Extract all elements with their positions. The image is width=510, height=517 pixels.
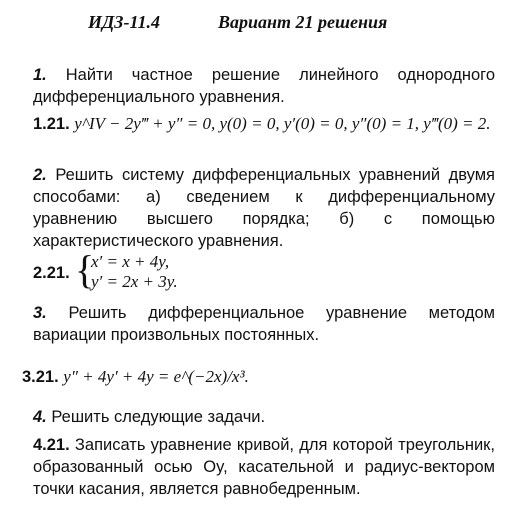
system-equation-2: y′ = 2x + 3y.: [91, 272, 178, 291]
problem-1-21-label: 1.21.: [33, 115, 70, 133]
problem-3-21: [22, 366, 484, 388]
task-2-number: 2.: [33, 166, 47, 184]
problem-4-21-label: 4.21.: [33, 436, 70, 454]
task-2-statement: [33, 164, 495, 252]
task-1-statement: [33, 64, 495, 108]
problem-1-21: [33, 112, 495, 136]
problem-4-21-text: Записать уравнение кривой, для которой треугольник, образованный осью Oy, касательной и радиус-вектором точки касания, является равнобедренным.: [33, 436, 495, 498]
assignment-code: ИДЗ-11.4: [88, 12, 160, 32]
problem-3-21-equation: y″ + 4y′ + 4y = e^(−2x)/x³.: [63, 367, 249, 386]
problem-1-21-equation: y^IV − 2y‴ + y″ = 0, y(0) = 0, y′(0) = 0, y″(0) = 1, y‴(0) = 2.: [74, 114, 491, 133]
task-2-text: Решить систему дифференциальных уравнений двумя способами: а) сведением к дифференциальному уравнению высшего порядка; б) с помощью характеристического уравнения.: [33, 166, 495, 250]
system-brace: {: [75, 247, 95, 292]
problem-4-21: [33, 434, 495, 500]
task-3-number: 3.: [33, 304, 47, 322]
task-1-text: Найти частное решение линейного однородного дифференциального уравнения.: [33, 66, 495, 106]
task-4-number: 4.: [33, 408, 47, 426]
task-3-text: Решить дифференциальное уравнение методом вариации произвольных постоянных.: [33, 304, 495, 344]
task-1-number: 1.: [33, 66, 47, 84]
problem-3-21-label: 3.21.: [22, 368, 59, 386]
problem-2-21: [33, 247, 333, 294]
variant-title: Вариант 21 решения: [218, 12, 388, 32]
system-equation-1: x′ = x + 4y,: [91, 252, 170, 271]
task-4-statement: [33, 406, 495, 428]
task-3-statement: [33, 302, 495, 346]
problem-2-21-label: 2.21.: [33, 264, 70, 282]
task-4-text: Решить следующие задачи.: [51, 408, 266, 426]
